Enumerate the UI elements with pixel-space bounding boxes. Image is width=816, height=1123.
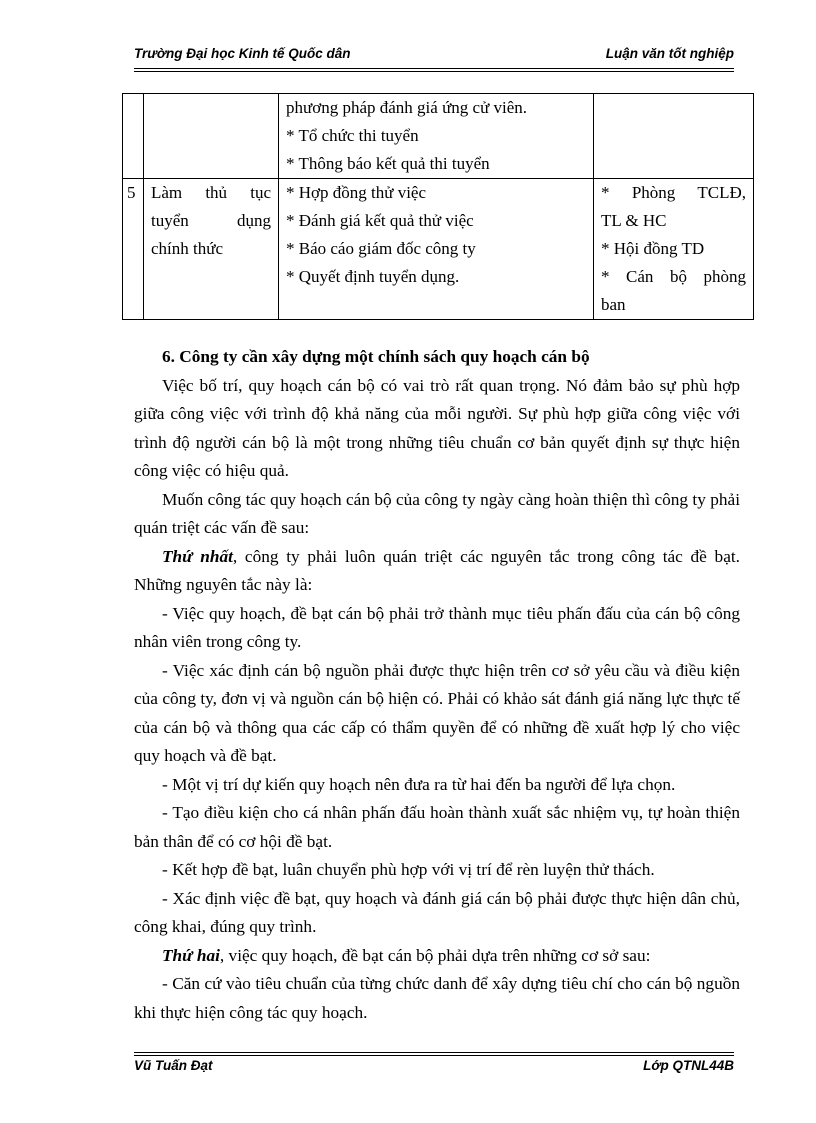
section-body bbox=[134, 343, 740, 1027]
bullet-item: - Căn cứ vào tiêu chuẩn của từng chức danh để xây dựng tiêu chí cho cán bộ nguồn khi thực hiện công tác quy hoạch. bbox=[134, 974, 740, 1022]
paragraph bbox=[134, 543, 740, 600]
recruitment-table bbox=[122, 93, 754, 320]
step-line: chính thức bbox=[151, 239, 224, 258]
responsible-line: * Phòng TCLĐ, bbox=[601, 183, 746, 202]
paragraph-text: , công ty phải luôn quán triệt các nguyên tắc trong công tác đề bạt. Những nguyên tắc này là: bbox=[134, 546, 740, 594]
bullet-item: - Xác định việc đề bạt, quy hoạch và đánh giá cán bộ phải được thực hiện dân chủ, công khai, đúng quy trình. bbox=[134, 888, 740, 936]
header-rule-thin bbox=[134, 71, 734, 72]
bullet-item: - Kết hợp đề bạt, luân chuyển phù hợp với vị trí để rèn luyện thử thách. bbox=[162, 860, 655, 879]
paragraph: Muốn công tác quy hoạch cán bộ của công ty ngày càng hoàn thiện thì công ty phải quán triệt các vấn đề sau: bbox=[134, 489, 740, 537]
header-doc-type: Luận văn tốt nghiệp bbox=[605, 46, 734, 61]
section-heading: 6. Công ty cần xây dựng một chính sách quy hoạch cán bộ bbox=[162, 347, 590, 366]
content-line: * Quyết định tuyển dụng. bbox=[286, 267, 460, 286]
content-line: * Thông báo kết quả thi tuyển bbox=[286, 154, 490, 173]
header-school: Trường Đại học Kinh tế Quốc dân bbox=[134, 46, 351, 61]
table-cell-responsible bbox=[594, 179, 754, 320]
bullet-item: - Việc quy hoạch, đề bạt cán bộ phải trở thành mục tiêu phấn đấu của cán bộ công nhân viên trong công ty. bbox=[134, 603, 740, 651]
content-line: * Hợp đồng thử việc bbox=[286, 183, 427, 202]
bullet-item: - Tạo điều kiện cho cá nhân phấn đấu hoàn thành xuất sắc nhiệm vụ, tự hoàn thiện bản thân để có cơ hội đề bạt. bbox=[134, 803, 740, 851]
table-cell-num bbox=[123, 94, 144, 179]
footer-rule-thin bbox=[134, 1055, 734, 1056]
footer-author: Vũ Tuấn Đạt bbox=[134, 1058, 213, 1073]
table-row bbox=[123, 179, 754, 320]
step-line: Làm thủ tục bbox=[151, 183, 271, 202]
header-rule bbox=[134, 68, 734, 69]
page-header bbox=[134, 46, 734, 68]
table-cell-responsible bbox=[594, 94, 754, 179]
content-line: * Báo cáo giám đốc công ty bbox=[286, 239, 476, 258]
footer-class: Lớp QTNL44B bbox=[643, 1058, 734, 1073]
emphasis-label: Thứ nhất bbox=[162, 546, 233, 566]
bullet-item: - Một vị trí dự kiến quy hoạch nên đưa ra từ hai đến ba người để lựa chọn. bbox=[162, 774, 676, 794]
responsible-line: ban bbox=[601, 295, 626, 314]
table-cell-step bbox=[144, 94, 279, 179]
responsible-line: * Cán bộ phòng bbox=[601, 267, 746, 286]
table-cell-content bbox=[279, 94, 594, 179]
table-cell-num: 5 bbox=[123, 179, 144, 320]
content-line: * Tổ chức thi tuyển bbox=[286, 126, 419, 145]
responsible-line: TL & HC bbox=[601, 211, 667, 230]
paragraph bbox=[134, 942, 740, 971]
step-line: tuyển dụng bbox=[151, 211, 271, 230]
responsible-line: * Hội đồng TD bbox=[601, 239, 705, 258]
content-line: phương pháp đánh giá ứng cử viên. bbox=[286, 98, 528, 117]
page-footer bbox=[134, 1058, 734, 1080]
table-cell-content bbox=[279, 179, 594, 320]
emphasis-label: Thứ hai bbox=[162, 945, 220, 965]
paragraph-text: , việc quy hoạch, đề bạt cán bộ phải dựa trên những cơ sở sau: bbox=[219, 945, 651, 965]
paragraph: Việc bố trí, quy hoạch cán bộ có vai trò rất quan trọng. Nó đảm bảo sự phù hợp giữa công việc với trình độ khả năng của mỗi người. Sự phù hợp giữa công việc với trình độ người cán bộ là một trong những tiêu chuẩn cơ bản quyết định sự thực hiện công việc có hiệu quả. bbox=[134, 375, 740, 480]
table-row bbox=[123, 94, 754, 179]
table-cell-step bbox=[144, 179, 279, 320]
footer-rule bbox=[134, 1052, 734, 1053]
content-line: * Đánh giá kết quả thử việc bbox=[286, 211, 474, 230]
bullet-item: - Việc xác định cán bộ nguồn phải được thực hiện trên cơ sở yêu cầu và điều kiện của công ty, đơn vị và nguồn cán bộ hiện có. Phải có khảo sát đánh giá năng lực thực tế của cán bộ và thông qua các cấp có thẩm quyền để có những đề xuất hợp lý cho việc quy hoạch và đề bạt. bbox=[134, 660, 740, 765]
